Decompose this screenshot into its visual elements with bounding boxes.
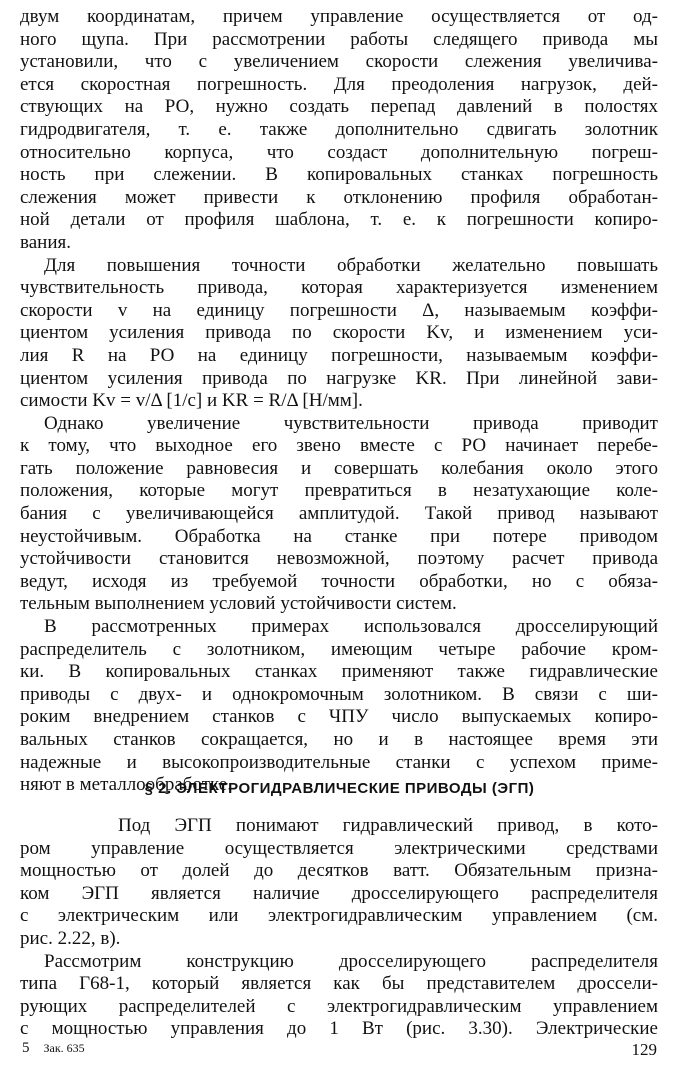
text-line: рис. 2.22, в). (20, 927, 121, 949)
text-line: вания. (20, 231, 71, 253)
body-text-upper (20, 6, 658, 797)
text-line: рующих распределителей с электрогидравлическим управлением (20, 995, 658, 1017)
text-line: типа Г68-1, который является как бы представителем дроссели- (20, 973, 658, 995)
sheet-number: 5 (22, 1040, 30, 1056)
text-line: надежные и высокопроизводительные станки с успехом приме- (20, 751, 658, 773)
paragraph-6 (20, 951, 658, 1041)
text-line: ки. В копировальных станках применяют также гидравлические (20, 661, 658, 683)
text-line: ствующих на РО, нужно создать перепад давлений в полостях (20, 96, 658, 118)
text-line: ведут, исходя из требуемой точности обработки, но с обяза- (20, 570, 658, 592)
text-line: Однако увеличение чувствительности привода приводит (44, 412, 658, 434)
text-line: ром управление осуществляется электрическими средствами (20, 837, 658, 859)
text-line: няют в металлообработке. (20, 774, 232, 796)
text-line: ком ЭГП является наличие дросселирующего распределителя (20, 882, 658, 904)
text-line: установили, что с увеличением скорости слежения увеличива- (20, 51, 658, 73)
body-text-lower (20, 815, 658, 1041)
text-line: ность при слежении. В копировальных станках погрешность (20, 164, 658, 186)
text-line: приводы с двух- и однокромочным золотником. В связи с ши- (20, 683, 658, 705)
section-heading: § 2. ЭЛЕКТРОГИДРАВЛИЧЕСКИЕ ПРИВОДЫ (ЭГП) (144, 780, 535, 797)
text-line: гать положение равновесия и совершать колебания около этого (20, 457, 658, 479)
text-line: Рассмотрим конструкцию дросселирующего распределителя (44, 950, 658, 972)
text-line: тельным выполнением условий устойчивости систем. (20, 593, 457, 615)
text-line: ется скоростная погрешность. Для преодоления нагрузок, дей- (20, 73, 658, 95)
text-line: устойчивости становится невозможной, поэтому расчет привода (20, 548, 658, 570)
text-line: циентом усиления привода по нагрузке KR. При линейной зави- (20, 367, 658, 389)
text-line: вальных станков сокращается, но и в настоящее время эти (20, 729, 658, 750)
text-line: лия R на РО на единицу погрешности, называемым коэффи- (20, 344, 658, 366)
printer-mark (22, 1040, 85, 1057)
paragraph-3 (20, 413, 658, 616)
paragraph-1 (20, 6, 658, 255)
text-line: В рассмотренных примерах использовался дросселирующий (44, 616, 658, 638)
text-line: положения, которые могут превратиться в незатухающие коле- (20, 480, 658, 502)
text-line: ного щупа. При рассмотрении работы следящего привода мы (20, 28, 658, 50)
page-footer (22, 1040, 657, 1060)
text-line: Для повышения точности обработки желательно повышать (44, 254, 658, 276)
text-line: неустойчивым. Обработка на станке при потере приводом (20, 525, 658, 547)
text-line: скорости v на единицу погрешности Δ, называемым коэффи- (20, 299, 658, 321)
text-line: циентом усиления привода по скорости Kv, и изменением уси- (20, 322, 658, 344)
paragraph-4 (20, 616, 658, 797)
paragraph-5 (20, 815, 658, 951)
text-line: двум координатам, причем управление осуществляется от од- (20, 6, 658, 27)
text-line: гидродвигателя, т. е. также дополнительно сдвигать золотник (20, 118, 658, 140)
text-line: относительно корпуса, что создаст дополнительную погреш- (20, 141, 658, 163)
order-number: Зак. 635 (43, 1041, 85, 1055)
text-line: с электрическим или электрогидравлическим управлением (см. (20, 905, 658, 927)
text-line: к тому, что выходное его звено вместе с РО начинает перебе- (20, 435, 658, 457)
text-line: роким внедрением станков с ЧПУ число выпускаемых копиро- (20, 706, 658, 728)
text-line: ной детали от профиля шаблона, т. е. к погрешности копиро- (20, 209, 658, 231)
text-line: бания с увеличивающейся амплитудой. Такой привод называют (20, 503, 658, 525)
page-number: 129 (631, 1040, 657, 1059)
text-line: Под ЭГП понимают гидравлический привод, в кото- (118, 815, 658, 836)
text-line: мощностью от долей до десятков ватт. Обязательным призна- (20, 860, 658, 882)
text-line: чувствительность привода, которая характеризуется изменением (20, 277, 658, 299)
text-line: с мощностью управления до 1 Вт (рис. 3.30). Электрические (20, 1018, 658, 1040)
paragraph-2 (20, 255, 658, 413)
text-line: распределитель с золотником, имеющим четыре рабочие кром- (20, 638, 658, 660)
text-line: слежения может привести к отклонению профиля обработан- (20, 186, 658, 208)
text-line: симости Kv = v/Δ [1/c] и KR = R/Δ [Н/мм]. (20, 390, 363, 412)
